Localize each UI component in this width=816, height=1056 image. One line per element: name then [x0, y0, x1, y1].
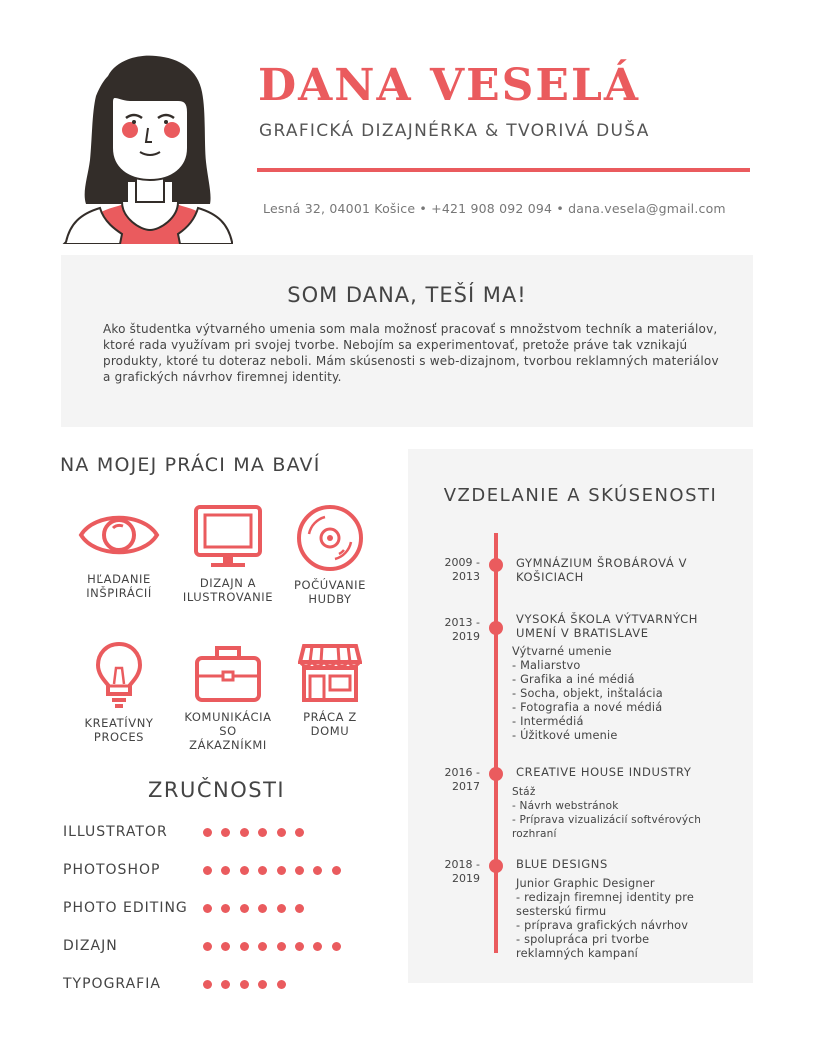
skill-level-dot [221, 828, 230, 837]
timeline-details [516, 877, 746, 961]
date-end: 2019 [452, 872, 480, 885]
interest-label-line: ILUSTROVANIE [182, 590, 274, 604]
skill-level-dot [240, 942, 249, 951]
intro-panel [61, 255, 753, 427]
date-end: 2013 [452, 570, 480, 583]
skill-dots [203, 904, 313, 914]
skill-level-dot [240, 980, 249, 989]
skill-level-dot [258, 828, 267, 837]
skill-level-dot [203, 980, 212, 989]
skill-dots [203, 942, 350, 952]
timeline-dot [489, 859, 503, 873]
interest-label-line: PROCES [93, 730, 145, 744]
title-line: UMENÍ V BRATISLAVE [516, 626, 649, 640]
interest-label-line: ZÁKAZNÍKMI [189, 738, 267, 752]
candidate-subtitle: GRAFICKÁ DIZAJNÉRKA & TVORIVÁ DUŠA [259, 121, 650, 141]
skill-level-dot [240, 828, 249, 837]
title-line: KOŠICIACH [516, 570, 584, 584]
detail-line: sesterskú firmu [516, 905, 607, 918]
interest-item-music [270, 504, 390, 606]
interest-label-line: DOMU [310, 724, 350, 738]
skill-level-dot [258, 866, 267, 875]
timeline-dot [489, 558, 503, 572]
candidate-name: DANA VESELÁ [258, 60, 641, 111]
interest-label-line: KREATÍVNY [84, 716, 154, 730]
monitor-icon [191, 504, 265, 570]
detail-line: - Fotografia a nové médiá [512, 701, 663, 714]
detail-line: Stáž [512, 786, 536, 798]
timeline-title [516, 556, 736, 584]
timeline-details [512, 645, 742, 743]
timeline-title [516, 857, 736, 871]
skill-level-dot [332, 942, 341, 951]
detail-line: Junior Graphic Designer [516, 877, 655, 890]
skill-level-dot [277, 828, 286, 837]
detail-line: - Socha, objekt, inštalácia [512, 687, 663, 700]
date-end: 2017 [452, 780, 480, 793]
skill-level-dot [277, 904, 286, 913]
skill-level-dot [258, 942, 267, 951]
detail-line: - Úžitkové umenie [512, 729, 618, 742]
education-panel [408, 449, 753, 983]
interest-label-line: DIZAJN A [199, 576, 257, 590]
skill-dots [203, 866, 350, 876]
title-line: GYMNÁZIUM ŠROBÁROVÁ V [516, 556, 688, 570]
skill-level-dot [313, 866, 322, 875]
skill-level-dot [313, 942, 322, 951]
intro-heading: SOM DANA, TEŠÍ MA! [287, 283, 527, 307]
interest-label-line: INŠPIRÁCIÍ [86, 586, 152, 600]
skill-dots [203, 980, 295, 990]
header-divider [257, 168, 750, 172]
skill-level-dot [277, 980, 286, 989]
skill-name: PHOTO EDITING [63, 900, 188, 916]
interest-label-line: HUDBY [308, 592, 352, 606]
interest-label-line: HĽADANIE [87, 572, 151, 586]
skill-level-dot [277, 866, 286, 875]
date-start: 2018 - [444, 858, 480, 871]
detail-line: rozhraní [512, 828, 557, 840]
skill-level-dot [295, 904, 304, 913]
interests-heading: NA MOJEJ PRÁCI MA BAVÍ [60, 454, 321, 476]
skill-level-dot [221, 980, 230, 989]
skill-level-dot [258, 980, 267, 989]
skill-level-dot [203, 866, 212, 875]
timeline-dot [489, 767, 503, 781]
timeline-title [516, 765, 736, 779]
detail-line: - Príprava vizualizácií softvérových [512, 814, 702, 826]
detail-line: - príprava grafických návrhov [516, 919, 689, 932]
timeline-details [512, 785, 742, 841]
skill-level-dot [332, 866, 341, 875]
skill-level-dot [203, 942, 212, 951]
title-line: BLUE DESIGNS [516, 857, 608, 871]
timeline-line [494, 533, 498, 953]
skills-heading: ZRUČNOSTI [148, 778, 286, 802]
detail-line: reklamných kampaní [516, 947, 639, 960]
date-end: 2019 [452, 630, 480, 643]
contact-info: Lesná 32, 04001 Košice • +421 908 092 094 • dana.vesela@gmail.com [263, 201, 726, 216]
timeline-date [418, 858, 480, 886]
skill-level-dot [221, 866, 230, 875]
skill-level-dot [240, 904, 249, 913]
skill-name: ILLUSTRATOR [63, 824, 168, 840]
timeline-date [418, 766, 480, 794]
detail-line: - redizajn firemnej identity pre [516, 891, 694, 904]
skill-level-dot [295, 828, 304, 837]
interest-item-creative [59, 640, 179, 744]
interest-label-line: KOMUNIKÁCIA [184, 710, 272, 724]
detail-line: - Intermédiá [512, 715, 584, 728]
skill-level-dot [295, 942, 304, 951]
skill-level-dot [203, 904, 212, 913]
date-start: 2009 - [444, 556, 480, 569]
intro-text: Ako študentka výtvarného umenia som mala možnosť pracovať s množstvom techník a materiálov, ktoré rada využívam pri svojej tvorbe. Nebojím sa experimentovať, pretože práve tak vznikajú produkty, ktoré tu doteraz neboli. Mám skúsenosti s web-dizajnom, tvorbou reklamných materiálov a grafických návrhov firemnej identity. [103, 322, 719, 384]
skill-level-dot [221, 942, 230, 951]
timeline-dot [489, 621, 503, 635]
skill-level-dot [203, 828, 212, 837]
detail-line: - Návrh webstránok [512, 800, 619, 812]
skill-level-dot [295, 866, 304, 875]
interest-label-line: PRÁCA Z [303, 710, 357, 724]
skill-level-dot [277, 942, 286, 951]
vinyl-disc-icon [295, 504, 365, 572]
timeline-date [418, 616, 480, 644]
date-start: 2016 - [444, 766, 480, 779]
skill-level-dot [221, 904, 230, 913]
interest-label-line: SO [219, 724, 237, 738]
skill-name: PHOTOSHOP [63, 862, 161, 878]
skill-name: TYPOGRAFIA [63, 976, 161, 992]
title-line: CREATIVE HOUSE INDUSTRY [516, 765, 692, 779]
skill-name: DIZAJN [63, 938, 118, 954]
detail-line: - spolupráca pri tvorbe [516, 933, 650, 946]
skill-dots [203, 828, 313, 838]
education-heading: VZDELANIE A SKÚSENOSTI [443, 485, 718, 506]
interest-item-inspiration [59, 504, 179, 600]
briefcase-icon [193, 642, 263, 704]
eye-icon [77, 504, 161, 566]
skill-level-dot [240, 866, 249, 875]
date-start: 2013 - [444, 616, 480, 629]
detail-line: - Grafika a iné médiá [512, 673, 635, 686]
detail-line: Výtvarné umenie [512, 645, 612, 658]
timeline-date [418, 556, 480, 584]
title-line: VYSOKÁ ŠKOLA VÝTVARNÝCH [516, 612, 698, 626]
detail-line: - Maliarstvo [512, 659, 581, 672]
timeline-title [516, 612, 736, 640]
shop-icon [298, 642, 362, 704]
avatar-illustration [60, 52, 236, 244]
interest-item-homework [270, 642, 390, 738]
skill-level-dot [258, 904, 267, 913]
lightbulb-icon [94, 640, 144, 710]
interest-label-line: POČÚVANIE [293, 578, 367, 592]
